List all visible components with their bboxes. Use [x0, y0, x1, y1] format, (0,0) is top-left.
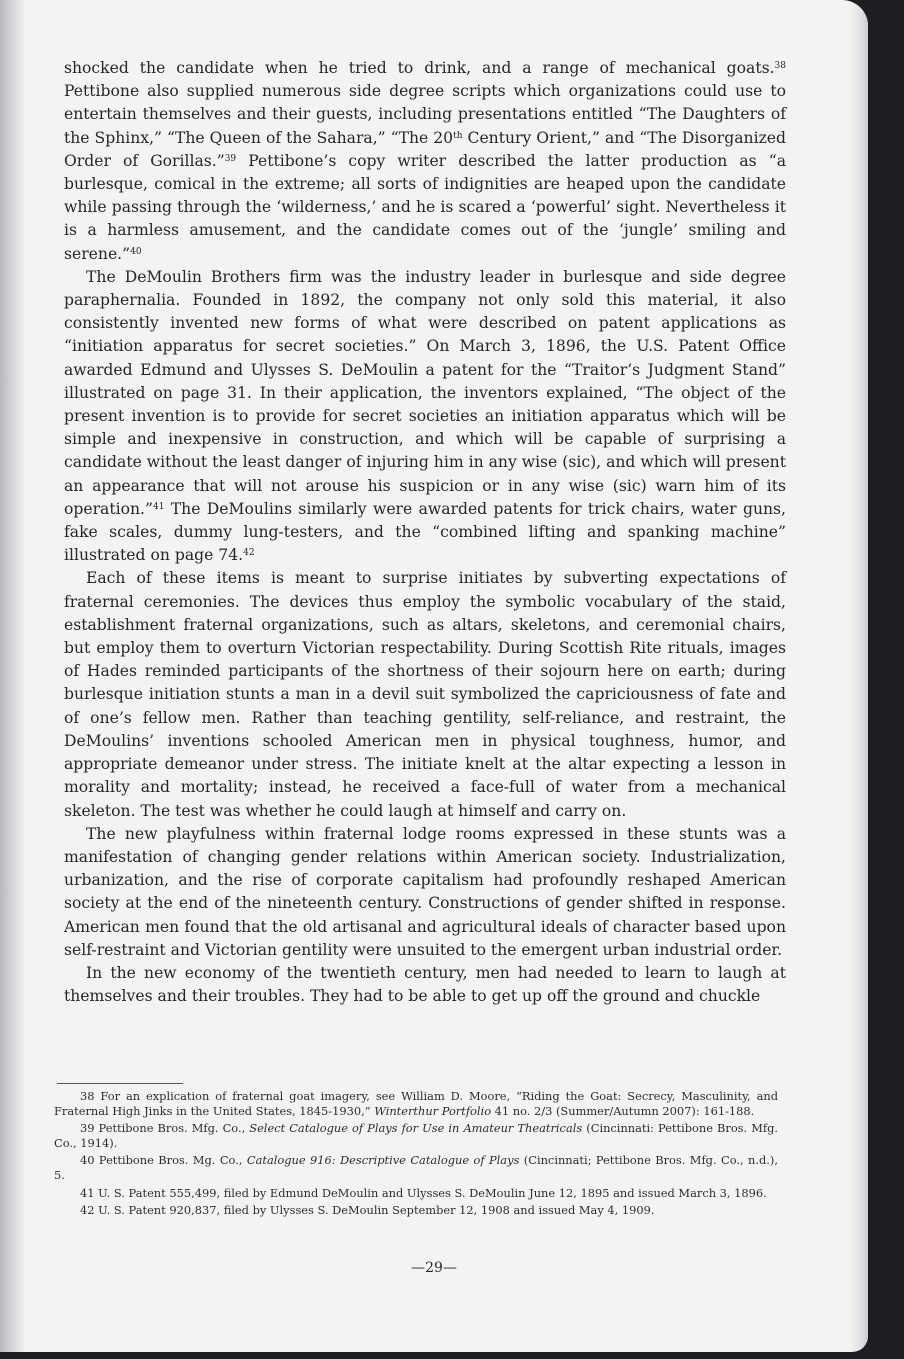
footnote-39: 39 Pettibone Bros. Mfg. Co., Select Catalogue of Plays for Use in Amateur Theatricals (Cincinnati: Pettibone Bros. Mfg. Co., 1914).	[54, 1121, 779, 1150]
ordinal-superscript: th	[453, 130, 463, 141]
footnote-ref-40[interactable]: 40	[130, 246, 142, 257]
paragraph-4: The new playfulness within fraternal lodge rooms expressed in these stunts was a manifestation of changing gender relations within American society. Industrialization, urbanization, and the rise of corporate capitalism had profoundly reshaped American society at the end of the nineteenth century. Constructions of gender shifted in response. American men found that the old artisanal and agricultural ideals of character based upon self-restraint and Victorian gentility were unsuited to the emergent urban industrial order.	[64, 824, 786, 959]
footnote-ref-39[interactable]: 39	[224, 153, 237, 164]
footnotes	[54, 1089, 778, 1221]
paragraph-3: Each of these items is meant to surprise initiates by subverting expectations of fraternal ceremonies. The devices thus employ the symbolic vocabulary of the staid, establishment fraternal organizations, such as altars, skeletons, and ceremonial chairs, but employ them to overturn Victorian respectability. During Scottish Rite rituals, images of Hades reminded participants of the shortness of their sojourn here on earth; during burlesque initiation stunts a man in a devil suit symbolized the capriciousness of fate and of one’s fellow men. Rather than teaching gentility, self-reliance, and restraint, the DeMoulins’ inventions schooled American men in physical toughness, humor, and appropriate demeanor under stress. The initiate knelt at the altar expecting a lesson in morality and mortality; instead, he received a face-full of water from a mechanical skeleton. The test was whether he could laugh at himself and carry on.	[64, 569, 786, 820]
footnote-ref-38[interactable]: 38	[774, 61, 786, 71]
footnote-ref-42[interactable]: 42	[243, 548, 255, 559]
page-number: —29—	[411, 1260, 457, 1276]
footnote-38: 38 For an explication of fraternal goat imagery, see William D. Moore, “Riding the Goat: Secrecy, Masculinity, and Fraternal High Jinks in the United States, 1845-1930,” Winterthur Portfolio 41 no. 2/3 (Summer/Autumn 2007): 161-188.	[54, 1089, 778, 1118]
main-text	[64, 57, 786, 1008]
citation-title: Winterthur Portfolio	[374, 1103, 492, 1118]
footnote-ref-41[interactable]: 41	[152, 501, 165, 512]
citation-title: Catalogue 916: Descriptive Catalogue of Plays	[246, 1153, 520, 1168]
footnote-40: 40 Pettibone Bros. Mg. Co., Catalogue 916: Descriptive Catalogue of Plays (Cincinnati; Pettibone Bros. Mfg. Co., n.d.), 5.	[54, 1153, 778, 1182]
page-edge-shadow	[850, 0, 868, 1352]
paragraph-2: The DeMoulin Brothers firm was the industry leader in burlesque and side degree paraphernalia. Founded in 1892, the company not only sold this material, it also consistently invented new forms of what were described on patent applications as “initiation apparatus for secret societies.” On March 3, 1896, the U.S. Patent Office awarded Edmund and Ulysses S. DeMoulin a patent for the “Traitor’s Judgment Stand” illustrated on page 31. In their application, the inventors explained, “The object of the present invention is to provide for secret societies an initiation apparatus which will be simple and inexpensive in construction, and which will be capable of surprising a candidate without the least danger of injuring him in any wise (sic), and which will present an appearance that will not arouse his suspicion or in any wise (sic) warn him of its operation.”$^{41}$ The DeMoulins similarly were awarded patents for trick chairs, water guns, fake scales, dummy lung-testers, and the “combined lifting and spanking machine” illustrated on page 74.42	[64, 267, 786, 565]
citation-title: Select Catalogue of Plays for Use in Amateur Theatricals	[249, 1121, 583, 1136]
footnote-divider	[57, 1083, 183, 1084]
paragraph-5: In the new economy of the twentieth century, men had needed to learn to laugh at themselves and their troubles. They had to be able to get up off the ground and chuckle	[64, 963, 786, 1006]
footnote-42: 42 U. S. Patent 920,837, filed by Ulysses S. DeMoulin September 12, 1908 and issued May 4, 1909.	[80, 1203, 655, 1218]
footnote-41: 41 U. S. Patent 555,499, filed by Edmund DeMoulin and Ulysses S. DeMoulin June 12, 1895 and issued March 3, 1896.	[80, 1185, 767, 1200]
paragraph-1: shocked the candidate when he tried to drink, and a range of mechanical goats.$^{38}$ Pettibone also supplied numerous side degree scripts which organizations could use to entertain themselves and their guests, including presentations entitled “The Daughters of the Sphinx,” “The Queen of the Sahara,” “The 20th Century Orient,” and “The Disorganized Order of Gorillas.”$^{39}$ Pettibone’s copy writer described the latter production as “a burlesque, comical in the extreme; all sorts of indignities are heaped upon the candidate while passing through the ‘wilderness,’ and he is scared a ‘powerful’ sight. Nevertheless it is a harmless amusement, and the candidate comes out of the ‘jungle’ smiling and serene.”$^{40}$	[64, 59, 787, 263]
